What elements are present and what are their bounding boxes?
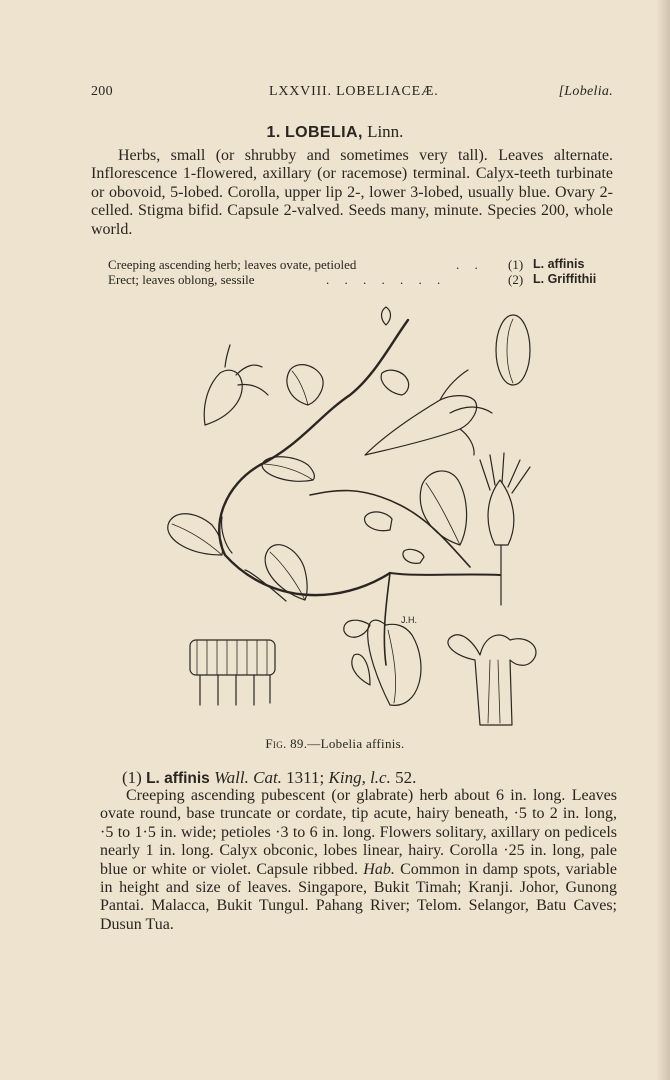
leaf-icon (382, 307, 391, 325)
page-edge-shadow (656, 0, 670, 1080)
figure-caption (0, 736, 670, 752)
leaf-icon (352, 654, 370, 685)
leaf-icon (368, 620, 421, 705)
key-dots: . . (456, 257, 484, 272)
key-lead: Erect; leaves oblong, sessile (108, 272, 255, 287)
leaf-icon (365, 512, 392, 531)
genus-name: LOBELIA, (284, 124, 363, 141)
anthers-icon (190, 640, 275, 705)
species-number: (1) (122, 768, 142, 787)
flower-icon (204, 345, 268, 425)
genus-heading (0, 122, 670, 142)
running-genus: [Lobelia. (558, 84, 613, 99)
key-lead: Creeping ascending herb; leaves ovate, petioled (108, 257, 357, 272)
key-number: (1) (508, 257, 524, 272)
genus-number: 1. (266, 124, 281, 141)
figure-caption-text: —Lobelia affinis. (307, 736, 405, 751)
species-heading (122, 768, 416, 788)
citation-wallich: Wall. Cat. (214, 768, 282, 787)
chapter-title: LXXVIII. LOBELIACEÆ. (269, 84, 439, 99)
capsule-icon (496, 315, 530, 385)
leaf-icon (420, 471, 466, 545)
genus-description: Herbs, small (or shrubby and sometimes very tall). Leaves alternate. Inflorescence 1-flowered, axillary (or racemose) terminal. Calyx-teeth turbinate or obovoid, 5-lobed. Corolla, upper lip 2-, lower 3-lobed, usually blue. Ovary 2-celled. Stigma bifid. Capsule 2-valved. Seeds many, minute. Species 200, whole world. (91, 147, 613, 238)
leaf-icon (287, 365, 323, 405)
flower-icon (365, 370, 492, 455)
species-key (108, 257, 613, 287)
species-description (100, 787, 617, 934)
artist-initials: J.H. (401, 615, 418, 625)
species-description-main: Creeping ascending pubescent (or glabrate) herb about 6 in. long. Leaves ovate round, base truncate or cordate, tip acute, hairy beneath, ·5 to 2 in. long, ·5 to 1·5 in. wide; petioles ·3 to 6 in. long. Flowers solitary, axillary on pedicels nearly 1 in. long. Calyx obconic, lobes linear, hairy. Corolla ·25 in. long, pale blue or white or violet. Capsule ribbed. (100, 787, 617, 878)
citation-wallich-number: 1311; (286, 768, 325, 787)
plant-drawing-icon (150, 305, 560, 730)
citation-king: King, l.c. (328, 768, 391, 787)
page-number: 200 (91, 84, 113, 99)
corolla-icon (448, 635, 536, 725)
leaf-icon (168, 514, 223, 555)
species-name: L. affinis (146, 770, 210, 787)
calyx-icon (480, 453, 530, 605)
running-head (91, 84, 613, 104)
habitat-text: Common in damp spots, variable in height and size of leaves. Singapore, Bukit Timah; Kranji. Johor, Gunong Pantai. Malacca, Bukit Tungul. Pahang River; Telom. Selangor, Batu Caves; Dusun Tua. (100, 860, 618, 933)
key-dots: . . . . . . . (326, 272, 447, 287)
leaf-icon (403, 549, 424, 563)
leaf-icon (381, 370, 409, 395)
citation-king-number: 52. (395, 768, 417, 787)
key-row (108, 272, 613, 287)
figure-label: Fig. 89. (265, 736, 308, 751)
genus-authority: Linn. (367, 122, 404, 141)
key-species: L. affinis (533, 257, 585, 271)
leaf-icon (344, 620, 370, 637)
lobelia-affinis-illustration (150, 305, 560, 730)
key-row (108, 257, 613, 272)
key-number: (2) (508, 272, 524, 287)
habitat-label: Hab. (363, 860, 395, 878)
key-species: L. Griffithii (533, 272, 597, 286)
